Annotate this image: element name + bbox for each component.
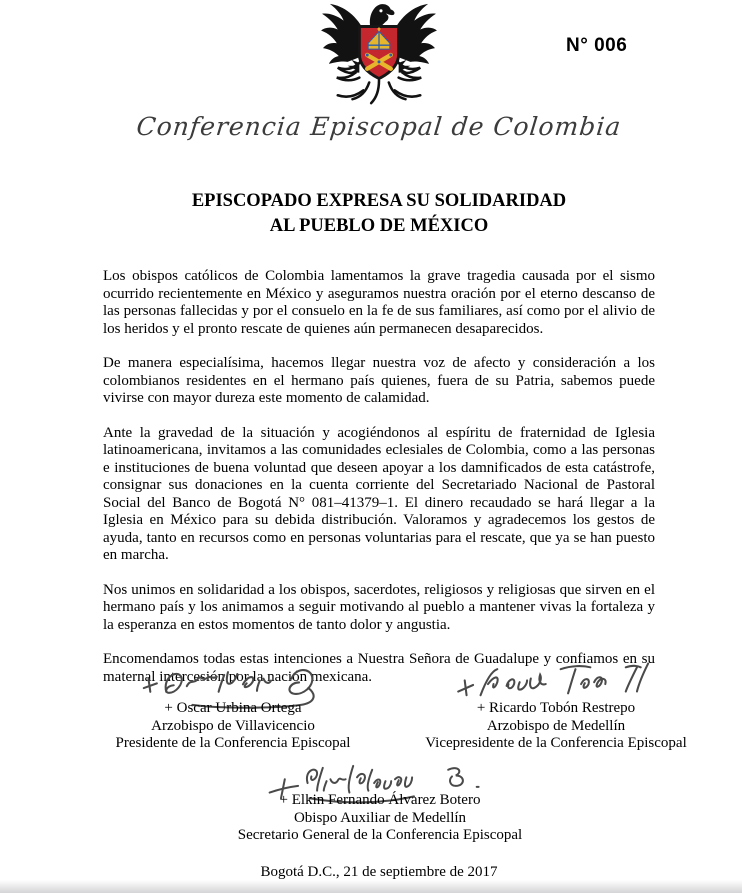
signature-block-president	[100, 700, 366, 753]
paragraph-5: Encomendamos todas estas intenciones a Nuestra Señora de Guadalupe y confiamos en su maternal intercesión por la nación mexicana.	[103, 651, 655, 685]
signer-name: + Oscar Urbina Ortega	[164, 700, 302, 716]
signer-role-2: Vicepresidente de la Conferencia Episcopal	[425, 735, 687, 752]
letter-title	[103, 189, 655, 239]
signer-role-2: Secretario General de la Conferencia Episcopal	[237, 827, 523, 844]
signature-block-secretary-general	[232, 792, 528, 845]
episcopal-conference-crest-icon	[320, 0, 438, 110]
signer-role-1: Obispo Auxiliar de Medellín	[293, 809, 467, 826]
paragraph-3: Ante la gravedad de la situación y acogiéndonos al espíritu de fraternidad de Iglesia latinoamericana, invitamos a las comunidades eclesiales de Colombia, como a las personas e instituciones de buena voluntad que deseen apoyar a los damnificados de esta catástrofe, consignar sus donaciones en la cuenta corriente del Secretariado Nacional de Pastoral Social del Banco de Bogotá N° 081–41379–1. El dinero recaudado se hará llegar a la Iglesia en México para su debida distribución. Valoramos y agradecemos los gestos de ayuda, tanto en recursos como en personas voluntarias para el rescate, que ya se han puesto en marcha.	[103, 424, 655, 563]
letter-body	[103, 189, 655, 703]
letter-title-line2: AL PUEBLO DE MÉXICO	[269, 216, 489, 236]
document-number: N° 006	[566, 35, 628, 56]
signer-role-1: Arzobispo de Villavicencio	[151, 717, 315, 734]
page-bottom-shadow	[0, 880, 742, 893]
organization-script-logotype: Conferencia Episcopal de Colombia	[135, 112, 623, 141]
signer-role-2: Presidente de la Conferencia Episcopal	[115, 735, 351, 752]
paragraph-1: Los obispos católicos de Colombia lamentamos la grave tragedia causada por el sismo ocurrido recientemente en México y aseguramos nuestra oración por el eterno descanso de las personas fallecidas y por el consuelo en la fe de sus familiares, así como por el alivio de los heridos y el pronto rescate de quienes aún permanecen desaparecidos.	[103, 268, 655, 337]
signer-name: + Elkin Fernando Álvarez Botero	[279, 792, 481, 808]
signature-block-vicepresident	[420, 700, 692, 753]
paragraph-4: Nos unimos en solidaridad a los obispos, sacerdotes, religiosos y religiosas que sirven en el hermano país y los animamos a seguir motivando al pueblo a mantener vivas la fortaleza y la esperanza en estos momentos de tanto dolor y angustia.	[103, 581, 655, 633]
letter-title-line1: EPISCOPADO EXPRESA SU SOLIDARIDAD	[191, 191, 567, 211]
signer-name: + Ricardo Tobón Restrepo	[476, 700, 636, 716]
paragraph-2: De manera especialísima, hacemos llegar nuestra voz de afecto y consideración a los colombianos residentes en el hermano país quienes, fuera de su Patria, sabemos puede vivirse con mayor dureza este momento de calamidad.	[103, 355, 655, 406]
signer-role-1: Arzobispo de Medellín	[486, 717, 626, 734]
date-place-line: Bogotá D.C., 21 de septiembre de 2017	[260, 864, 498, 880]
